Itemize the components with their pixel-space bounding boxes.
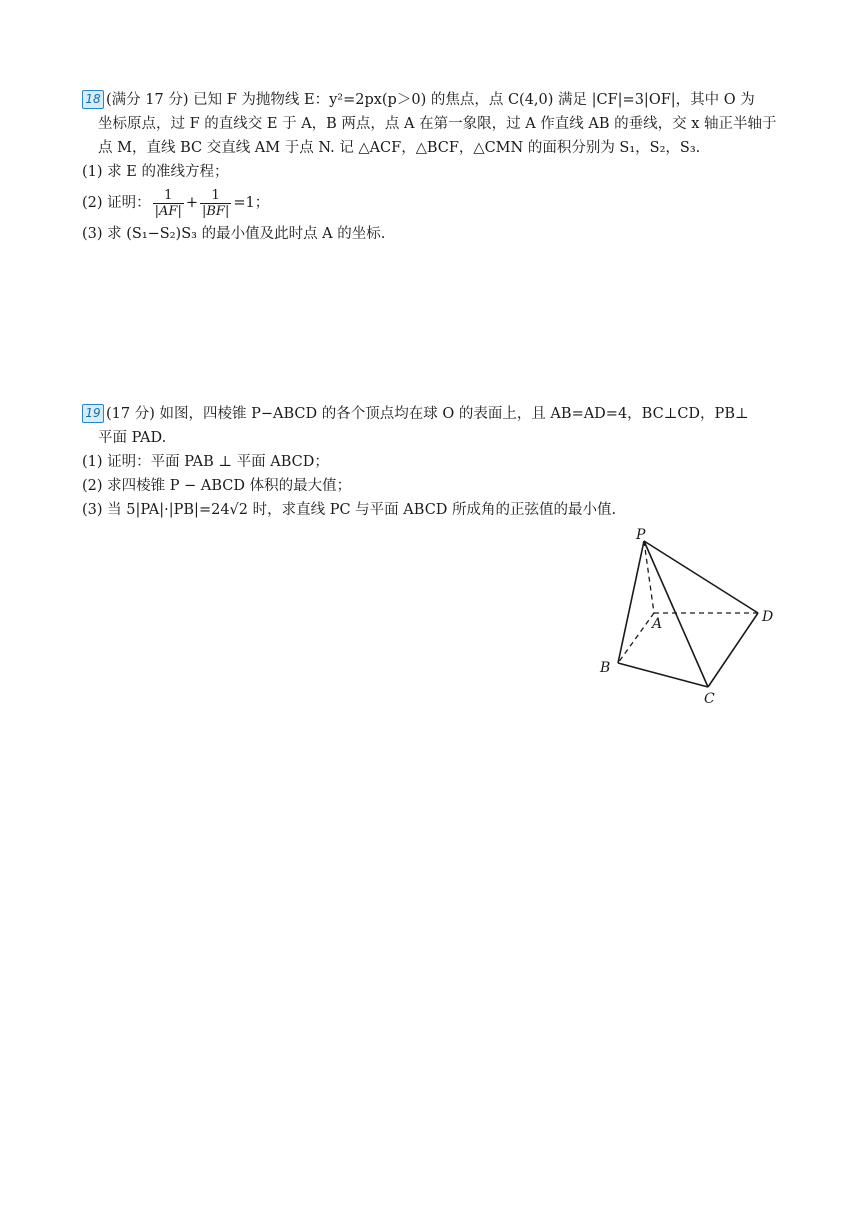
- problem-18-part-2: (2) 证明： $\frac{1}{|AF|}$ + $\frac{1}{|BF|}$ =1；: [82, 187, 270, 219]
- problem-19-part-3: (3) 当 5|PA|·|PB|=24√2 时，求直线 PC 与平面 ABCD 所成角的正弦值的最小值.: [82, 502, 617, 518]
- vertex-label-p: P: [636, 527, 646, 543]
- problem-19: [82, 402, 782, 522]
- fraction-1-over-af: $\frac{1}{|AF|}$: [154, 187, 182, 219]
- problem-18-statement-line-1: 18 (满分 17 分) 已知 F 为抛物线 E：y²=2px(p＞0) 的焦点，点 C(4,0) 满足 |CF|=3|OF|，其中 O 为: [82, 88, 782, 112]
- problem-18-statement-line-2: 坐标原点，过 F 的直线交 E 于 A，B 两点，点 A 在第一象限，过 A 作直线 AB 的垂线，交 x 轴正半轴于: [98, 116, 777, 132]
- vertex-label-a: A: [652, 616, 663, 632]
- vertex-label-b: B: [600, 660, 611, 676]
- pyramid-figure: [590, 525, 790, 705]
- problem-18-statement-line-3: 点 M，直线 BC 交直线 AM 于点 N. 记 △ACF，△BCF，△CMN 的面积分别为 S₁，S₂，S₃.: [98, 140, 701, 156]
- edge-bc: [618, 663, 708, 687]
- edge-pd: [644, 541, 758, 613]
- problem-19-part-1: (1) 证明：平面 PAB ⊥ 平面 ABCD；: [82, 454, 329, 470]
- problem-19-statement-line-1: 19 (17 分) 如图，四棱锥 P−ABCD 的各个顶点均在球 O 的表面上，且 AB=AD=4，BC⊥CD，PB⊥: [82, 402, 782, 426]
- problem-18: [82, 88, 782, 246]
- problem-number-badge: 19: [82, 404, 104, 423]
- fraction-1-over-bf: $\frac{1}{|BF|}$: [201, 187, 230, 219]
- problem-19-part-2: (2) 求四棱锥 P − ABCD 体积的最大值；: [82, 478, 352, 494]
- problem-18-part-1: (1) 求 E 的准线方程；: [82, 164, 229, 180]
- problem-18-part-3: (3) 求 (S₁−S₂)S₃ 的最小值及此时点 A 的坐标.: [82, 226, 386, 242]
- problem-number-badge: 18: [82, 90, 104, 109]
- problem-19-statement-line-2: 平面 PAD.: [98, 430, 167, 446]
- vertex-label-c: C: [704, 691, 715, 705]
- vertex-label-d: D: [762, 609, 774, 625]
- edge-cd: [708, 613, 758, 687]
